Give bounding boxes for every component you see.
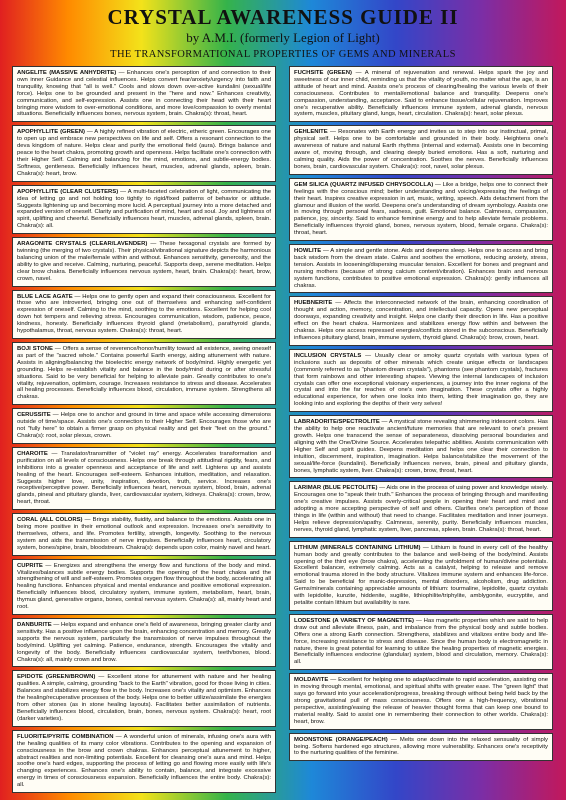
gem-name: LITHIUM (MINERALS CONTAINING LITHIUM)	[294, 544, 421, 551]
header	[0, 0, 566, 62]
gem-entry	[289, 614, 553, 670]
gem-entry	[12, 670, 276, 726]
gem-entry	[12, 447, 276, 510]
guide-subtitle: THE TRANSFORMATIONAL PROPERTIES OF GEMS AND MINERALS	[110, 49, 456, 60]
gem-description: — Helps one to anchor and ground in time and space while accessing dimensions outside of time/space. Assists one's connection to their Higher Self. Encourages those who are not "fully here" to obtain a firmer grasp on physical reality and get their "feet on the ground." Chakra(s): root, solar plexus, crown.	[17, 412, 271, 439]
gem-entry	[289, 244, 553, 293]
gem-name: BLUE LACE AGATE	[17, 293, 73, 300]
guide-title: CRYSTAL AWARENESS GUIDE II	[107, 5, 459, 29]
gem-entry	[12, 66, 276, 122]
gem-description: — Helps one to gently open and expand their consciousness. Excellent for those who are introverted, bringing one out of themselves and enhancing self-confident expression of oneself. Calming to the mind, soothing to the emotions. Excellent for helping cool down hot tempers and relieving stress. Encourages communication, wisdom, patience, peace, kindness, honesty. Beneficially influences thyroid gland (metabolism), parathyroid glands, hypothalamus, throat, nervous system. Chakra(s): throat, heart.	[17, 293, 271, 335]
gem-description: — Resonates with Earth energy and invites us to step into our instinctual, primal, physical self. Helps one to be comfortable and grounded in their body. Heightens one's awareness of nature and natural Earth rhythms (internal and external). Assists one in becoming aware of, moving through, and clearing deeply buried emotions. Has a soft, nurturing and calming quality. Aids the power of concentration. Soothes the nerves. Beneficially influences bones, brain, cardiovascular system. Chakra(s): root, navel, solar plexus.	[294, 129, 548, 170]
gem-description: — Aids one in the process of using power and knowledge wisely. Encourages one to "speak their truth." Enhances the process of bringing through and manifesting one's creative impulses. Assists overly-critical people in opening their heart and mind and adopting a more accepting perspective of self and others. Clarifies one's perception of those things in life (within and without) that need to change. Facilitates meditation and inner journeys. Helps relieve depression/apathy. Calmness, serenity, purity. Beneficially influences muscles, nerves, thyroid gland, lymphatic system, liver, pancreas, spleen, brain. Chakra(s): throat, heart.	[294, 485, 548, 533]
gem-entry	[289, 673, 553, 729]
gem-description: — These hexagonal crystals are formed by twinning (the merging of two crystals). Their physical/vibrational signature depicts the harmonious balancing union of the male/female within and without. Enhances sensitivity, generosity, and the ability to give and receive. Calming, nurturing, peaceful. Supports deep, serene meditation. Helps clear brow chakra. Beneficially influences nervous system, heart, brain. Chakra(s): heart, brow, crown, navel.	[17, 241, 271, 282]
guide-author: by A.M.I. (formerly Legion of Light)	[186, 30, 380, 45]
gem-entry	[289, 541, 553, 611]
gem-name: CERUSSITE	[17, 412, 51, 419]
gem-entry	[12, 237, 276, 286]
gem-name: LODESTONE (A VARIETY OF MAGNETITE)	[294, 617, 414, 624]
gem-name: FLUORITE/PYRITE COMBINATION	[17, 733, 114, 740]
gem-entry	[12, 342, 276, 405]
gem-entry	[12, 125, 276, 181]
gem-description: — Usually clear or smoky quartz crystals with various types of inclusions such as deposits of other minerals which create unique effects or landscapes (commonly referred to as "phantom dream crystals"), phantoms (see phantom crystals), fractures that form rainbows and other interesting shapes. Viewing the internal landscapes of inclusion crystals can offer one exceptional visionary experiences, a journey into the inner regions of the crystal and into the far reaches of one's own imagination. These crystals offer a highly educational experience, for when one looks into them, letting their imagination go, they are looking into and exploring the depths of their very selves!	[294, 352, 548, 408]
right-column	[289, 66, 553, 800]
gem-entry	[289, 178, 553, 241]
left-column	[12, 66, 276, 800]
gem-description: — Affects the interconnected network of the brain, enhancing coordination of thought and action, memory, concentration, and intellectual capacity. Opens new perceptual doorways, expanding creativity and insight. Helps one clarify their direction in life. Has a positive effect on the heart chakra. Harmonizes and stabilizes energy flow within and between the chakras. Helps one access repressed energies/conflicts stored in the subconscious. Beneficially influences pituitary gland, brain, immune system, thyroid gland. Chakra(s): brow, crown, heart.	[294, 300, 548, 341]
gem-name: CUPRITE	[17, 562, 43, 569]
gem-entry	[289, 349, 553, 412]
gem-name: HUEBNERITE	[294, 300, 333, 307]
gem-entry	[289, 125, 553, 174]
gem-entry	[12, 513, 276, 556]
gem-entry	[289, 733, 553, 762]
gem-name: MOONSTONE (ORANGE/PEACH)	[294, 736, 388, 743]
gem-entry	[12, 730, 276, 793]
gem-description: — A mineral of rejuvenation and renewal. Helps spark the joy and sweetness of our inner child, reminding us that the vitality of youth, no matter what the age, is an attitude of heart and mind. Assists one's process of clearing/healing the various levels of their consciousness. Contributes to mental/emotional balance and tranquility. Deepens one's compassion, understanding, acceptance. Said to enhance tissue/cellular rejuvenation. Improves one's recuperative ability. Beneficially influences immune system, adrenal glands, nervous system, muscles, pituitary gland, lungs, heart, circulation. Chakra(s): heart, solar plexus.	[294, 70, 548, 118]
gem-name: EPIDOTE (GREEN/BROWN)	[17, 674, 96, 681]
gem-description: — Lithium is found in every cell of the healthy human body and greatly contributes to the balance and well-being of the body/mind. Assists opening of the third eye (brow chakra), accelerating the unfoldment of human/divine potentials. Excellent balancer, extremely calming. Acts as a catalyst, helping to release and remove emotional trauma stored in the body structure. Vitalizes immune system and enhances life-force. Said to be beneficial for manic-depression, mental disorders, alcoholism, drug addiction. Gems/minerals containing appreciable amounts of lithium: tourmaline, lepidolite, quartz crystals with lepidolite, kunzite, hiddenite, sugilite, lithiophilite/triphylite, amblygonite, eucryptite, and petalite contain lithium but availability is rare.	[294, 544, 548, 606]
gem-name: GEHLENITE	[294, 129, 328, 136]
gem-description: — Helps expand and enhance one's field of awareness, bringing greater clarity and sensitivity. Has a positive influence upon the brain, enhancing concentration and memory. Greatly supports the nervous system, particularly the transmission of nerve impulses throughout the body/mind. Uplifting yet calming. Patience, endurance, strength. Encourages the vitality and longevity of the body. Beneficially influences cardiovascular system, teeth/bones, blood. Chakra(s): all, mainly crown and brow.	[17, 622, 271, 663]
gem-name: LABRADORITE/SPECTROLITE	[294, 419, 380, 426]
gem-entry	[12, 559, 276, 615]
gem-entry	[12, 408, 276, 444]
gem-name: ARAGONITE CRYSTALS (CLEAR/LAVENDER)	[17, 241, 148, 248]
gem-entry	[289, 481, 553, 537]
gem-description: — Melts one down into the relaxed sensuality of simply being. Softens hardened ego structures, allowing more vulnerability. Enhances one's receptivity to the nurturing qualities of the feminine.	[294, 736, 549, 757]
gem-entry	[12, 618, 276, 667]
gem-description: — Enhances one's perception of and connection to their own inner Guidance and celestial influences. Helps convert fear/anxiety/urgency into faith and tranquility, knowing that "all is well." Cools and slows down over-active kundalini (sexual/life force). Helps one to be grounded and present in the "here and now." Enhances creativity, communication, and self-expression. Assists one in connecting their head with their heart bringing more wisdom to over-emotional conditions, and more love/compassion to overly mental situations. Beneficially influences bones, nervous system, brain. Chakra(s): throat, heart.	[17, 70, 271, 118]
gem-description: — A highly refined vibration of electric, etheric green. Encourages one to open up and embrace new perspectives on life and self. Offers a resonant connection to the deva kingdom of nature. Helps clear and purify the emotional field (aura). Brings balance and peace to the heart chakra, promoting growth and openness. Helps facilitate one's connection with their Higher Self. Calming and balancing for the mind, emotions, and subtle-energy bodies. Softness, gentleness. Beneficially influences heart, muscles, adrenal glands, spleen, brain. Chakra(s): heart, brow.	[17, 129, 271, 177]
gem-description: — A simple and gentle stone. Aids and deepens sleep. Helps one to access and bring back wisdom from the dream state. Calms and soothes the emotions, reducing anxiety, stress, tension. Assists in loosening/dispersing muscular tension. Excellent for bones and pregnant and nursing mothers (because of strong calcium content/vibration). Enhances brain and nervous system functions, contributes to positive emotional expression. Chakra(s): gently influences all chakras.	[294, 248, 548, 289]
gem-entry	[289, 296, 553, 345]
gem-name: HOWLITE	[294, 248, 322, 255]
gem-description: — Excellent stone for attunement with nature and her healing qualities. A simple, calming, grounding "back to the Earth" vibration, good for those living in cities. Balances and stabilizes energy flow in the body. Increases one's vitality and optimism. Enhances the healing/recuperative processes of the body. Helps one to better utilize/assimilate the energies from other stones (as in stone healing layouts). Facilitates better assimilation of nutrients. Beneficially influences blood, circulation, brain, bones, nervous system. Chakra(s): heart, root (darker varieties).	[17, 674, 272, 722]
gem-name: APOPHYLLITE (CLEAR CLUSTERS)	[17, 188, 119, 195]
gem-name: DANBURITE	[17, 622, 52, 628]
left-column-entries	[12, 66, 276, 793]
gem-entry	[289, 66, 553, 122]
gem-name: ANGELITE (MASSIVE ANHYDRITE)	[17, 70, 117, 76]
gem-name: MOLDAVITE	[294, 677, 329, 684]
gem-description: — Like a bridge, helps one to connect their feelings with the conscious mind; better understanding and voicing/expressing the feelings of their heart. Inspires creative expression in art, music, writing, speech. Aids detachment from the glamour and illusion of the world. Deepens one's understanding of dream symbology. Assists one in moving through personal fears, sadness, guilt. Emotional balance. Calmness, compassion, patience, joy, sincerity. Said to enhance feminine energy and to help alleviate female problems. Beneficially influences thyroid gland, bones, nervous system, blood, female organs. Chakra(s): throat, heart.	[294, 181, 548, 237]
gem-description: — Excellent for helping one to adapt/acclimate to rapid acceleration, assisting one in moving through mental, emotional, and spiritual shifts with greater ease. The "green light" that says go forward into your acceleration/progress, breaking through without being held back by the strong gravitational pull of mass consciousness. Offers one a high-frequency, vibrational perspective, assisting/easing the release of heavier thought forms that can keep one bound to material reality. Said to assist one in remembering their connection to other worlds. Chakra(s): heart, brow.	[294, 677, 548, 725]
right-column-entries	[289, 66, 553, 761]
gem-description: — Offers a sense of reverence/honor/humility toward all existence, seeing oneself as part of the "sacred whole." Contains powerful Earth energy, aiding attunement with nature. Assists in aligning/balancing the bioelectric energy network of body/mind. Highly energetic yet grounding. Helps re-establish vitality and balance in the body/mind during or after stressful situations. Said to be very beneficial for helping to alleviate pain. Greatly contributes to one's vitality, rejuvenation, optimism, courage. Increases resistance to stress and disease. Accelerates all healing processes. Beneficially influences blood, circulation, immune system. Strengthens all chakras.	[17, 346, 271, 401]
gem-name: LARIMAR (BLUE PECTOLITE)	[294, 485, 378, 492]
gem-name: CORAL (ALL COLORS)	[17, 517, 83, 524]
gem-description: — A wonderful union of minerals, infusing one's aura with the healing qualities of its many color vibrations. Contributes to the opening and expansion of consciousness in the brow and crown chakras. Enhances perceptual attunement to higher, abstract realities and non-limiting potentials. Excellent for cleansing one's aura and mind. Helps soothe one's hard edges, supporting the process of letting go and flowing more easily with life's changing experiences. Enhances one's ability to contain, balance, and integrate excessive energy in times of consciousness expansion. Beneficially influences the entire body. Chakra(s): all.	[17, 733, 271, 789]
gem-name: GEM SILICA (QUARTZ INFUSED CHRYSOCOLLA)	[294, 181, 434, 188]
gem-description: — Energizes and strengthens the energy flow and functions of the body and mind. Vitalizes/balances subtle energy bodies. Supports the opening of the heart chakra and the strengthening of will and self-esteem. Promotes oxygen flow throughout the body, accelerating all healing functions. Enhances physical and mental endurance and positive emotional expression. Beneficially influences blood, circulatory system, immune system, metabolism, heart, brain, thymus gland, generative organs, bones, central nervous system. Chakra(s): all, mainly heart and root.	[17, 562, 271, 611]
gem-name: INCLUSION CRYSTALS	[294, 352, 362, 359]
gem-name: FUCHSITE (GREEN)	[294, 70, 352, 76]
gem-description: — Brings stability, fluidity, and balance to the emotions. Assists one in being more positive in their emotional outlook and expression. Increases one's sensitivity to themselves, others, and life. Promotes fertility, strength, longevity. Soothing to the nervous system and aids the transmission of nerve impulses. Beneficially influences heart, circulatory system, bones/spine, brain, bloodstream. Chakra(s): depends upon color, mainly navel and heart.	[17, 517, 272, 551]
gem-description: — Has magnetic properties which are said to help draw out and alleviate illness, pain, and imbalance from the physical body and subtle bodies. Offers one a strong Earth connection. Strengthens, stabilizes and vitalizes entire body and life-force, increasing resistance to stress and disease. Since the human body is electromagnetic in nature, there is great potential for learning to utilize the healing properties of magnetic energies. Beneficially influences endocrine (glandular) system, blood and circulation, memory. Chakra(s): all.	[294, 617, 548, 666]
gem-name: APOPHYLLITE (GREEN)	[17, 129, 85, 136]
gem-description: — A multi-faceted celebration of light, communicating the idea of letting go and not holding too tightly to rigid/fixed patterns of behavior or attitude. Suggests lightening up and becoming more lucid. A perceptual journey into a more detached and expanded version of oneself. Clarity and purification of mind, heart and soul. Joy and lightness of spirit, uplifting and cheerful. Beneficially influences heart, muscles, adrenal glands, spleen, brain. Chakra(s): all.	[17, 188, 271, 230]
gem-description: — Translator/transmitter of "violet ray" energy. Accelerates transformation and purification on all levels of consciousness. Helps one break through attitudinal rigidity, fears, and inhibitions into a greater openness and acceptance of life and self. Lightens up and assists healing of the heart. Encourages self-esteem. Enhances intuition, meditation, and relaxation. Suggests higher love, unity, inspiration, devotion, truth, service. Increases one's receptive/perceptive power. Beneficially influences heart, nervous system, blood, brain, adrenal glands, pineal and pituitary glands, liver, cardiovascular system, kidneys. Chakra(s): crown, brow, heart, throat.	[17, 450, 271, 506]
gem-description: — A mystical stone revealing shimmering iridescent colors. Has the ability to help one reactivate ancient/future memories that are relevant to one's present growth. Helps one transcend the sense of separateness, dissolving personal boundaries and aligning with the One/Divine Source. Accelerates telepathic abilities. Assists communication with Higher Self and spirit guides. Deepens meditation and helps one clear their connection to intuition, discernment, inspiration, imagination. Helps balance/stabilize the movement of the sexual/life-force (kundalini). Beneficially influences nerves, brain, pineal and pituitary glands, bones, lymphatic system, liver. Chakra(s): crown, brow, throat, heart.	[294, 419, 548, 474]
gem-entry	[12, 185, 276, 234]
gem-entry	[289, 415, 553, 478]
gem-entry	[12, 290, 276, 339]
gem-name: CHAROITE	[17, 450, 48, 457]
gem-name: BOJI STONE	[17, 346, 53, 352]
